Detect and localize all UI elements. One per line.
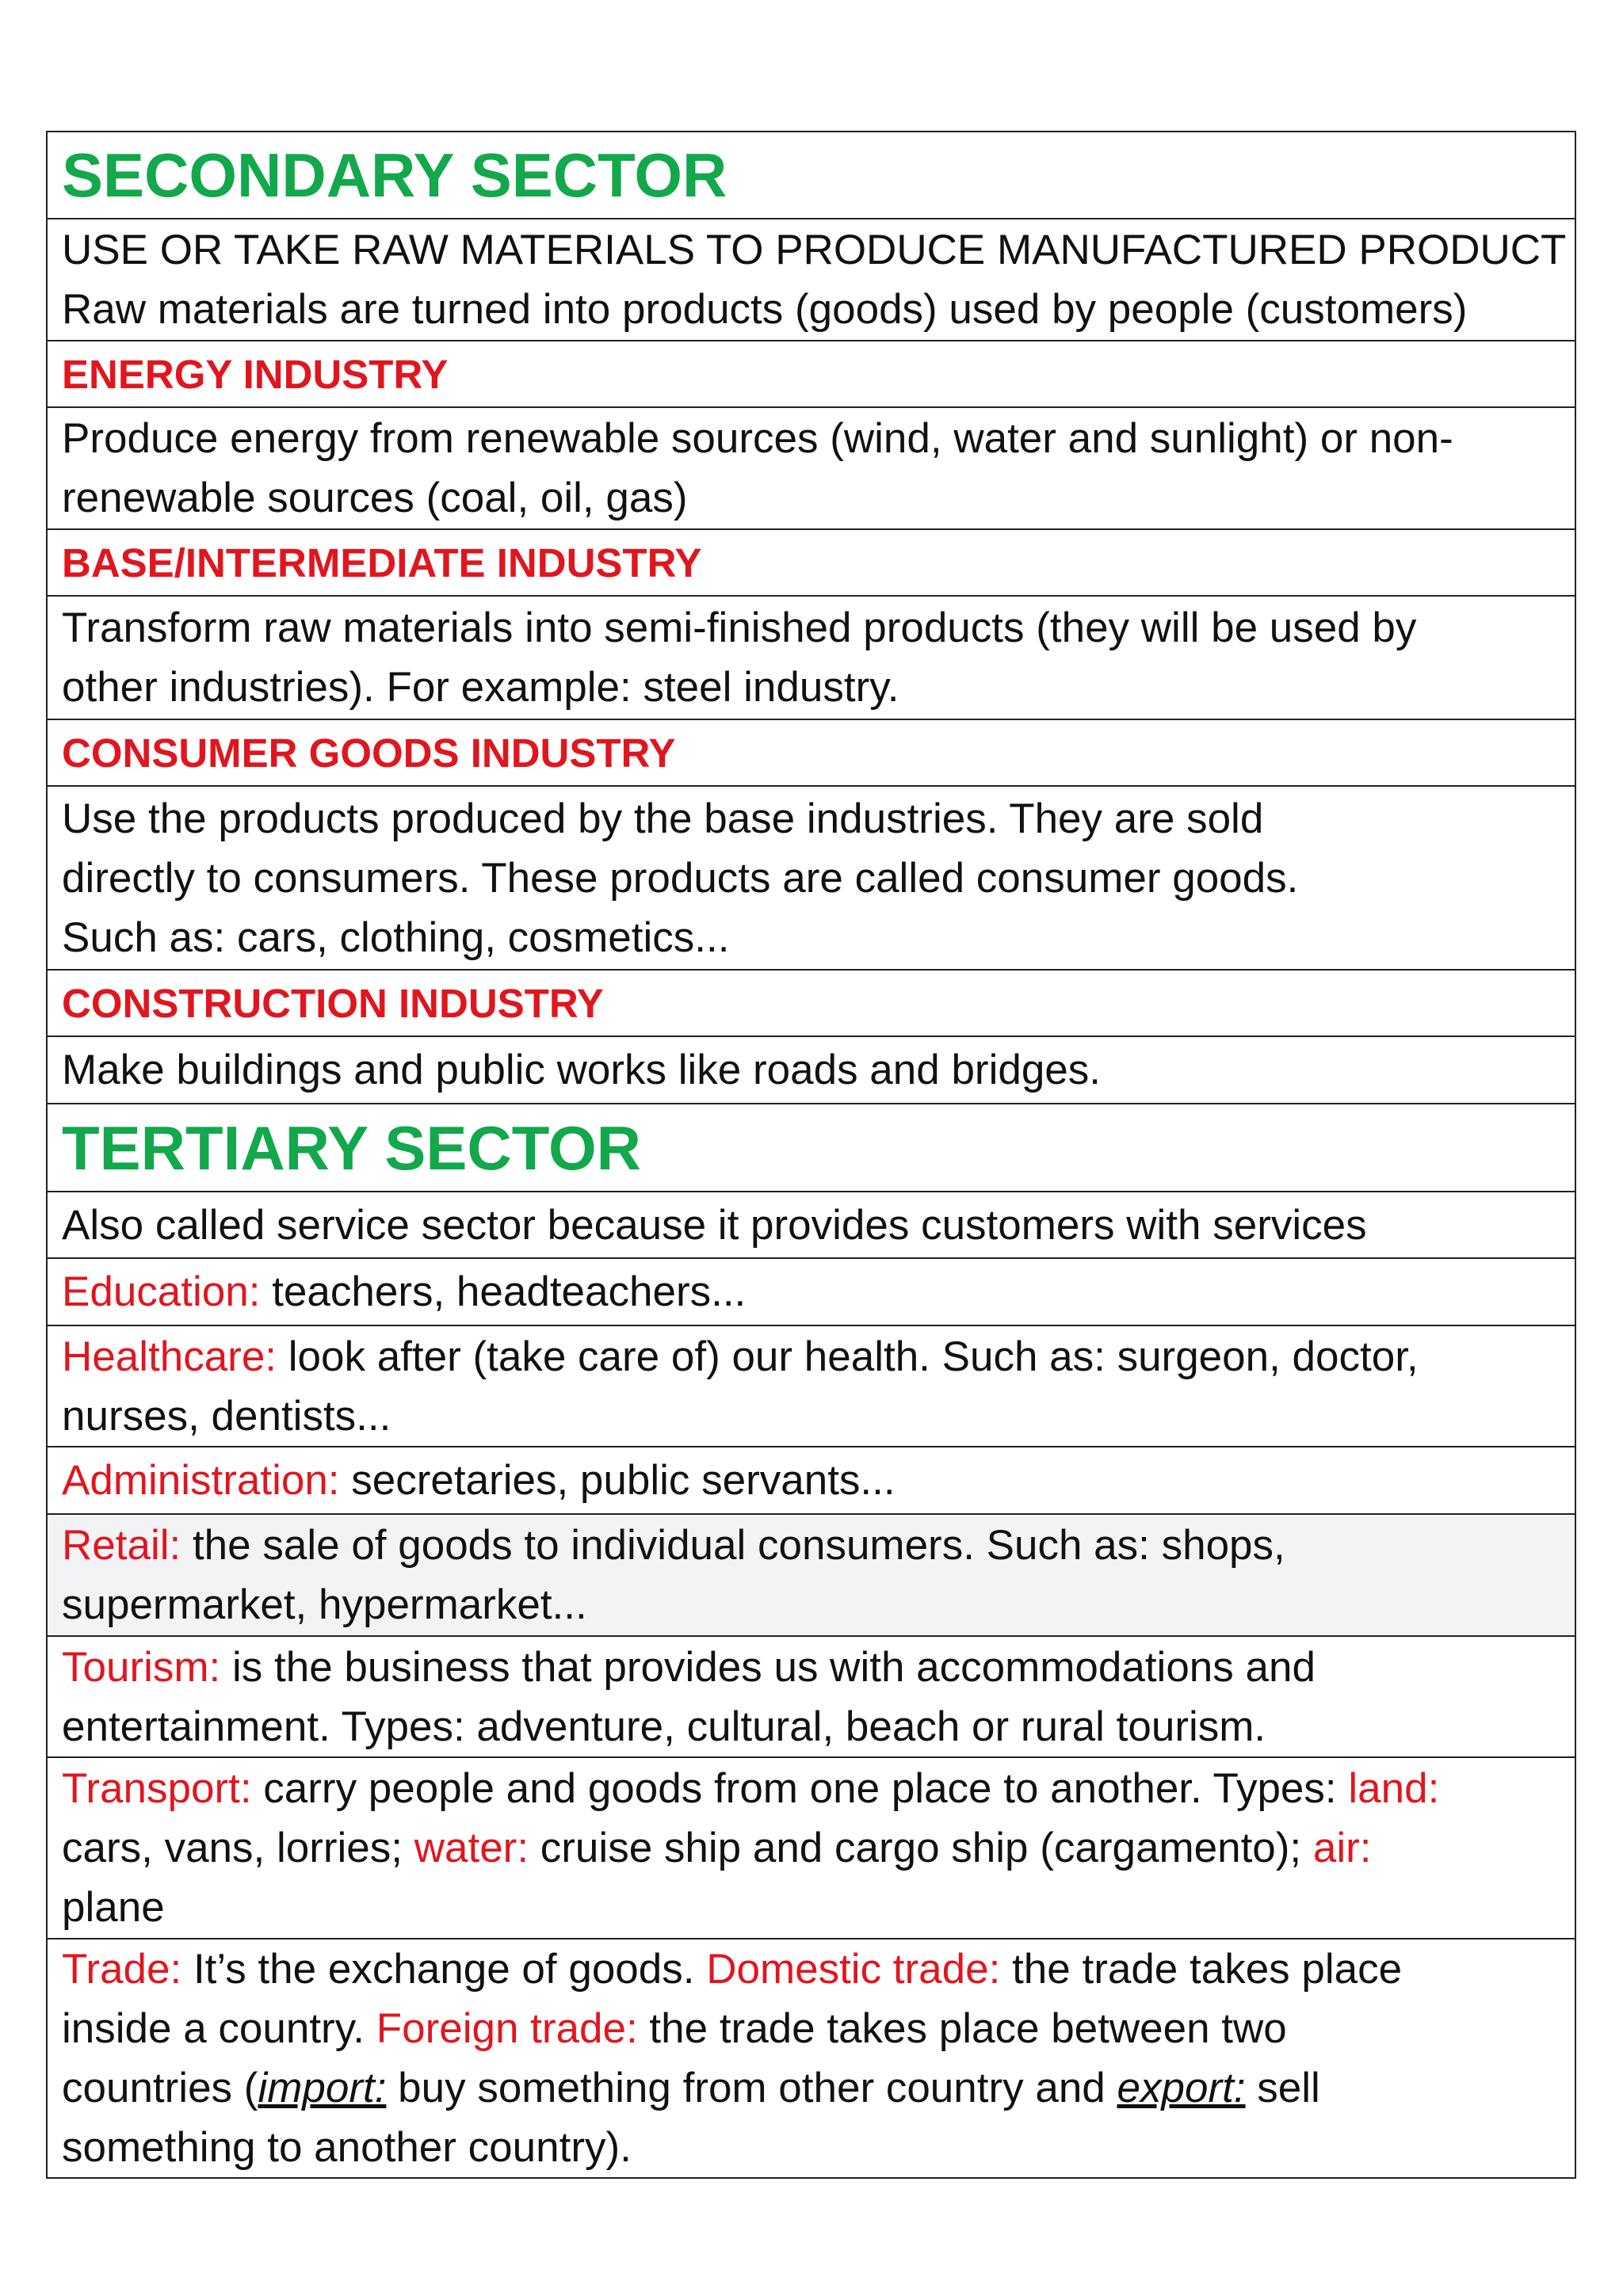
tertiary-sector-title: TERTIARY SECTOR	[62, 1112, 641, 1183]
administration-row	[48, 1446, 1575, 1513]
tourism-label: Tourism:	[62, 1643, 221, 1691]
secondary-definition	[48, 218, 1575, 340]
trade-line	[62, 2058, 1560, 2118]
transport-text: carry people and goods from one place to another. Types:	[251, 1765, 1349, 1812]
trade-text: something to another country).	[62, 2124, 632, 2171]
transport-text: cruise ship and cargo ship (cargamento);	[529, 1825, 1313, 1871]
trade-text: countries (	[62, 2065, 258, 2111]
description-line: Such as: cars, clothing, cosmetics...	[62, 913, 730, 961]
trade-line	[62, 1939, 1560, 1999]
import-label: import:	[258, 2065, 387, 2111]
education-label: Education:	[62, 1268, 261, 1315]
construction-industry-heading	[48, 969, 1575, 1035]
healthcare-text: nurses, dentists...	[62, 1392, 391, 1440]
trade-label: Trade:	[62, 1946, 182, 1993]
description-line: Make buildings and public works like roads and bridges.	[62, 1047, 1101, 1093]
transport-text: cars, vans, lorries;	[62, 1825, 414, 1871]
description-line: Produce energy from renewable sources (wind, water and sunlight) or non-	[62, 415, 1453, 462]
description-line: Use the products produced by the base industries. They are sold	[62, 795, 1264, 842]
tertiary-definition-line: Also called service sector because it provides customers with services	[62, 1201, 1367, 1249]
energy-industry-title: ENERGY INDUSTRY	[62, 351, 449, 397]
education-text: teachers, headteachers...	[260, 1268, 747, 1315]
administration-line	[62, 1451, 1560, 1510]
foreign-trade-label: Foreign trade:	[376, 2005, 638, 2052]
tertiary-sector-heading	[48, 1103, 1575, 1191]
construction-industry-description	[48, 1035, 1575, 1103]
secondary-definition-line: USE OR TAKE RAW MATERIALS TO PRODUCE MANUFACTURED PRODUCT	[62, 227, 1567, 273]
tourism-text: is the business that provides us with accommodations and	[220, 1643, 1316, 1691]
description-line: Transform raw materials into semi-finished products (they will be used by	[62, 605, 1417, 651]
air-label: air:	[1312, 1825, 1372, 1871]
tourism-row	[48, 1635, 1575, 1756]
secondary-definition-line: Raw materials are turned into products (goods) used by people (customers)	[62, 286, 1468, 333]
description-line: renewable sources (coal, oil, gas)	[62, 475, 688, 521]
export-label: export:	[1117, 2065, 1246, 2111]
trade-text: the trade takes place	[1000, 1946, 1403, 1993]
retail-line	[62, 1516, 1560, 1575]
education-line	[62, 1262, 1560, 1322]
transport-text: plane	[62, 1884, 165, 1931]
base-industry-description	[48, 595, 1575, 719]
trade-text: sell	[1245, 2065, 1320, 2111]
consumer-goods-industry-description	[48, 785, 1575, 969]
transport-label: Transport:	[62, 1765, 252, 1812]
consumer-goods-industry-heading	[48, 719, 1575, 785]
energy-industry-description	[48, 406, 1575, 528]
consumer-goods-industry-title: CONSUMER GOODS INDUSTRY	[62, 730, 676, 776]
secondary-sector-title: SECONDARY SECTOR	[62, 140, 727, 210]
base-industry-heading	[48, 528, 1575, 595]
trade-text: inside a country.	[62, 2005, 376, 2052]
retail-text: supermarket, hypermarket...	[62, 1581, 587, 1628]
administration-label: Administration:	[62, 1457, 340, 1504]
domestic-trade-label: Domestic trade:	[706, 1946, 1001, 1993]
construction-industry-title: CONSTRUCTION INDUSTRY	[62, 980, 604, 1026]
retail-row	[48, 1513, 1575, 1635]
healthcare-row	[48, 1325, 1575, 1446]
tertiary-definition	[48, 1191, 1575, 1257]
notes-table	[46, 131, 1576, 2179]
secondary-sector-heading	[48, 132, 1575, 218]
trade-text: the trade takes place between two	[637, 2005, 1287, 2052]
transport-line	[62, 1818, 1560, 1878]
land-label: land:	[1348, 1765, 1440, 1812]
healthcare-text: look after (take care of) our health. Such as: surgeon, doctor,	[277, 1333, 1419, 1380]
healthcare-label: Healthcare:	[62, 1333, 277, 1380]
trade-text: It’s the exchange of goods.	[181, 1946, 707, 1993]
water-label: water:	[414, 1825, 529, 1871]
trade-line	[62, 1999, 1560, 2058]
retail-text: the sale of goods to individual consumers. Such as: shops,	[181, 1522, 1285, 1569]
administration-text: secretaries, public servants...	[339, 1457, 896, 1504]
healthcare-line	[62, 1327, 1560, 1386]
retail-label: Retail:	[62, 1522, 181, 1569]
education-row	[48, 1257, 1575, 1325]
tourism-text: entertainment. Types: adventure, cultural, beach or rural tourism.	[62, 1703, 1266, 1750]
transport-line	[62, 1759, 1560, 1818]
description-line: other industries). For example: steel industry.	[62, 664, 899, 711]
transport-row	[48, 1756, 1575, 1938]
trade-text: buy something from other country and	[386, 2065, 1117, 2111]
energy-industry-heading	[48, 340, 1575, 406]
tourism-line	[62, 1638, 1560, 1697]
trade-row	[48, 1938, 1575, 2177]
description-line: directly to consumers. These products are called consumer goods.	[62, 854, 1299, 902]
base-industry-title: BASE/INTERMEDIATE INDUSTRY	[62, 540, 702, 585]
